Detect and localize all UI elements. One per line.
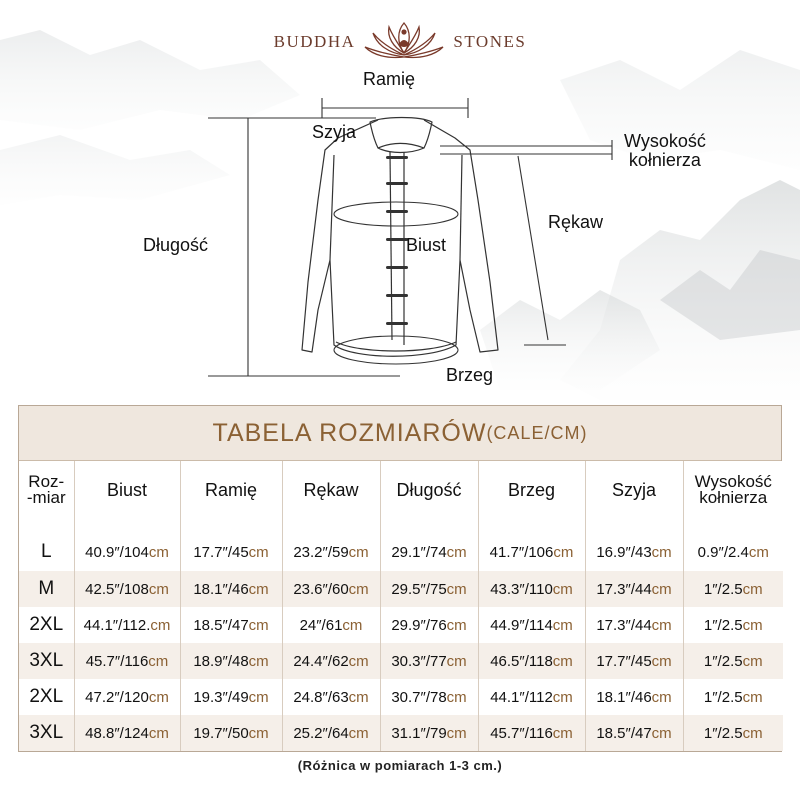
measurement-value: 17.7″/45: [596, 652, 652, 670]
unit-cm: cm: [248, 652, 269, 670]
measurement-value: 19.7″/50: [193, 724, 249, 742]
table-row: [19, 571, 783, 607]
brand-name-right: STONES: [453, 32, 527, 51]
unit-cm: cm: [248, 724, 269, 742]
measurement-value: 1″/2.5: [703, 652, 743, 670]
table-header-cell: Rękaw: [282, 461, 380, 519]
measurement-cell: [380, 571, 478, 607]
measurement-cell: [683, 519, 783, 571]
measurement-cell: [585, 715, 683, 751]
measurement-value: 40.9″/104: [85, 543, 149, 561]
measurement-value: 17.7″/45: [193, 543, 249, 561]
unit-cm: cm: [348, 652, 369, 670]
size-cell: 3XL: [19, 643, 74, 679]
unit-cm: cm: [742, 652, 763, 670]
unit-cm: cm: [348, 688, 369, 706]
measurement-value: 0.9″/2.4: [697, 543, 749, 561]
measurement-value: 1″/2.5: [703, 616, 743, 634]
measurement-cell: [180, 571, 282, 607]
size-cell: 3XL: [19, 715, 74, 751]
shirt-measurement-diagram: [0, 60, 800, 400]
unit-cm: cm: [446, 652, 467, 670]
unit-cm: cm: [651, 580, 672, 598]
measurement-value: 45.7″/116: [85, 652, 149, 670]
measurement-value: 17.3″/44: [596, 580, 652, 598]
table-row: [19, 643, 783, 679]
table-header-cell: Długość: [380, 461, 478, 519]
measurement-value: 44.1″/112: [490, 688, 553, 706]
unit-cm: cm: [446, 688, 467, 706]
unit-cm: cm: [148, 724, 169, 742]
measurement-value: 29.9″/76: [391, 616, 447, 634]
measurement-value: 18.1″/46: [193, 580, 249, 598]
measurement-value: 30.3″/77: [391, 652, 447, 670]
measurement-value: 48.8″/124: [85, 724, 149, 742]
unit-cm: cm: [552, 580, 573, 598]
unit-cm: cm: [651, 724, 672, 742]
unit-cm: cm: [148, 652, 169, 670]
table-row: [19, 607, 783, 643]
unit-cm: cm: [446, 724, 467, 742]
measurement-cell: [683, 607, 783, 643]
measurement-cell: [74, 571, 180, 607]
table-row: [19, 519, 783, 571]
size-table: [19, 461, 783, 751]
unit-cm: cm: [150, 616, 171, 634]
unit-cm: cm: [651, 543, 672, 561]
size-cell: L: [19, 519, 74, 571]
measurement-cell: [585, 607, 683, 643]
size-cell: 2XL: [19, 679, 74, 715]
measurement-cell: [74, 643, 180, 679]
unit-cm: cm: [651, 688, 672, 706]
measurement-value: 42.5″/108: [85, 580, 149, 598]
unit-cm: cm: [742, 580, 763, 598]
measurement-value: 29.1″/74: [391, 543, 447, 561]
measurement-value: 44.1″/112.: [83, 616, 151, 634]
measurement-note: (Różnica w pomiarach 1-3 cm.): [297, 758, 503, 773]
measurement-cell: [683, 571, 783, 607]
measurement-cell: [74, 607, 180, 643]
measurement-cell: [282, 715, 380, 751]
unit-cm: cm: [248, 580, 269, 598]
measurement-cell: [180, 679, 282, 715]
unit-cm: cm: [348, 724, 369, 742]
measurement-value: 18.1″/46: [596, 688, 652, 706]
measurement-cell: [380, 643, 478, 679]
measurement-cell: [478, 607, 585, 643]
measurement-value: 30.7″/78: [391, 688, 447, 706]
unit-cm: cm: [248, 543, 269, 561]
measurement-cell: [478, 571, 585, 607]
measurement-cell: [478, 643, 585, 679]
size-cell: M: [19, 571, 74, 607]
measurement-cell: [74, 715, 180, 751]
measurement-value: 1″/2.5: [703, 580, 743, 598]
unit-cm: cm: [552, 652, 573, 670]
measurement-cell: [180, 519, 282, 571]
unit-cm: cm: [651, 616, 672, 634]
shirt-drawing: [0, 60, 800, 400]
measurement-cell: [380, 679, 478, 715]
unit-cm: cm: [553, 543, 574, 561]
measurement-value: 24″/61: [299, 616, 343, 634]
unit-cm: cm: [446, 580, 467, 598]
unit-cm: cm: [342, 616, 363, 634]
table-row: [19, 715, 783, 751]
measurement-value: 44.9″/114: [490, 616, 553, 634]
table-header-cell: Szyja: [585, 461, 683, 519]
table-header-cell: Wysokość kołnierza: [683, 461, 783, 519]
unit-cm: cm: [742, 724, 763, 742]
measurement-cell: [180, 715, 282, 751]
measurement-cell: [478, 519, 585, 571]
unit-cm: cm: [148, 688, 169, 706]
measurement-value: 18.5″/47: [596, 724, 652, 742]
measurement-value: 1″/2.5: [703, 724, 743, 742]
measurement-cell: [478, 679, 585, 715]
measurement-cell: [180, 607, 282, 643]
table-row: [19, 679, 783, 715]
measurement-value: 45.7″/116: [490, 724, 553, 742]
unit-cm: cm: [148, 580, 169, 598]
measurement-cell: [282, 519, 380, 571]
unit-cm: cm: [446, 543, 467, 561]
size-cell: 2XL: [19, 607, 74, 643]
measurement-cell: [282, 607, 380, 643]
measurement-cell: [380, 607, 478, 643]
measurement-cell: [74, 519, 180, 571]
measurement-value: 25.2″/64: [293, 724, 349, 742]
measurement-cell: [282, 643, 380, 679]
measurement-value: 17.3″/44: [596, 616, 652, 634]
measurement-value: 24.8″/63: [293, 688, 349, 706]
unit-cm: cm: [348, 543, 369, 561]
measurement-cell: [585, 571, 683, 607]
unit-cm: cm: [248, 616, 269, 634]
unit-cm: cm: [552, 616, 573, 634]
measurement-cell: [478, 715, 585, 751]
measurement-cell: [585, 643, 683, 679]
measurement-value: 46.5″/118: [490, 652, 553, 670]
measurement-value: 29.5″/75: [391, 580, 447, 598]
measurement-cell: [74, 679, 180, 715]
measurement-value: 23.2″/59: [293, 543, 349, 561]
measurement-cell: [282, 571, 380, 607]
table-title-units: (CALE/CM): [486, 422, 588, 443]
unit-cm: cm: [742, 616, 763, 634]
shoulder-label: Ramię: [363, 69, 416, 89]
table-title-main: TABELA ROZMIARÓW: [212, 418, 487, 447]
measurement-value: 16.9″/43: [596, 543, 652, 561]
measurement-value: 23.6″/60: [293, 580, 349, 598]
unit-cm: cm: [446, 616, 467, 634]
sleeve-label: Rękaw: [548, 212, 604, 232]
measurement-cell: [683, 643, 783, 679]
measurement-cell: [585, 519, 683, 571]
chest-label: Biust: [406, 235, 447, 255]
unit-cm: cm: [552, 724, 573, 742]
measurement-value: 18.5″/47: [193, 616, 249, 634]
hem-label: Brzeg: [446, 365, 494, 385]
size-chart-table: [18, 405, 782, 752]
table-header-cell: Ramię: [180, 461, 282, 519]
measurement-value: 47.2″/120: [85, 688, 149, 706]
measurement-value: 43.3″/110: [490, 580, 553, 598]
measurement-cell: [683, 679, 783, 715]
unit-cm: cm: [742, 688, 763, 706]
measurement-value: 24.4″/62: [293, 652, 349, 670]
neck-label: Szyja: [312, 122, 357, 142]
measurement-cell: [380, 715, 478, 751]
measurement-value: 31.1″/79: [391, 724, 447, 742]
unit-cm: cm: [748, 543, 769, 561]
unit-cm: cm: [651, 652, 672, 670]
unit-cm: cm: [348, 580, 369, 598]
length-label: Długość: [143, 235, 209, 255]
measurement-value: 19.3″/49: [193, 688, 249, 706]
unit-cm: cm: [148, 543, 169, 561]
table-header-row: [19, 461, 783, 519]
table-header-cell: Brzeg: [478, 461, 585, 519]
measurement-cell: [282, 679, 380, 715]
unit-cm: cm: [552, 688, 573, 706]
measurement-cell: [180, 643, 282, 679]
table-header-cell: Roz- -miar: [19, 461, 74, 519]
table-header-cell: Biust: [74, 461, 180, 519]
measurement-cell: [380, 519, 478, 571]
measurement-value: 18.9″/48: [193, 652, 249, 670]
frog-buttons: [386, 156, 408, 325]
brand-name-left: BUDDHA: [273, 32, 356, 51]
measurement-value: 1″/2.5: [703, 688, 743, 706]
measurement-value: 41.7″/106: [489, 543, 554, 561]
collar-height-label: Wysokość kołnierza: [624, 131, 706, 170]
unit-cm: cm: [248, 688, 269, 706]
measurement-cell: [585, 679, 683, 715]
table-title: [19, 406, 781, 461]
measurement-cell: [683, 715, 783, 751]
